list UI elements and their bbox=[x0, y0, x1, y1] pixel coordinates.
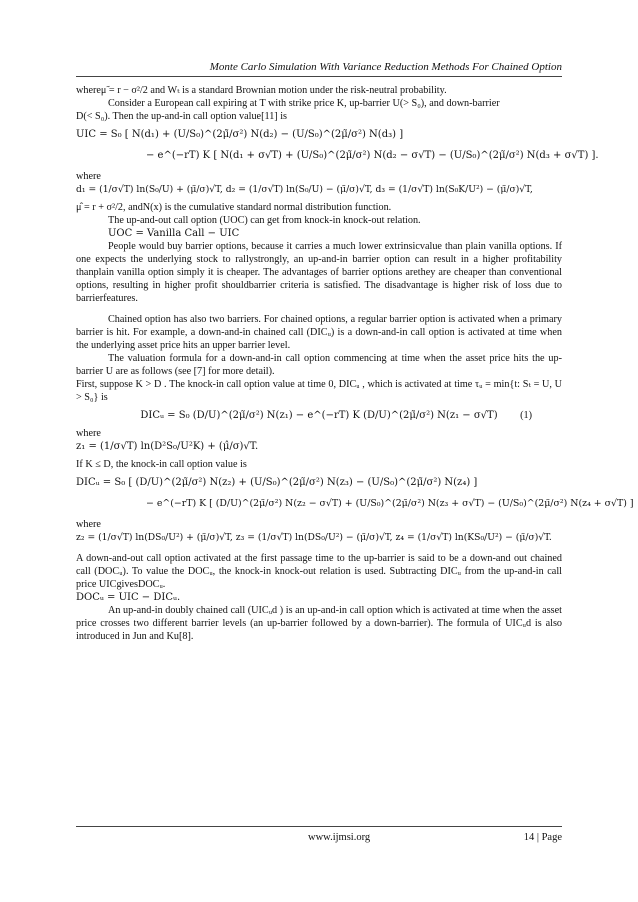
equation-number: (1) bbox=[520, 410, 532, 421]
equation-d-terms: d₁ = (1/σ√T) ln(S₀/U) + (μ̃/σ)√T, d₂ = (1/σ√T) ln(S₀/U) − (μ̃/σ)√T, d₃ = (1/σ√T) ln(S₀K/U²) − (μ̃/σ)√T, bbox=[76, 184, 533, 195]
running-header: Monte Carlo Simulation With Variance Reduction Methods For Chained Option bbox=[209, 61, 562, 73]
paragraph: First, suppose K > D . The knock-in call option value at time 0, DICᵤ , which is activated at time τᵤ = min{t: Sₜ = U, U > S₀} is bbox=[76, 379, 562, 403]
text-line: D(< S₀). Then the up-and-in call option value[11] is bbox=[76, 111, 288, 122]
paragraph: The valuation formula for a down-and-in call option commencing at time when the asset price hits the up-barrier U are as follows (see [7] for more detail). bbox=[76, 353, 562, 377]
equation-uic-cont: − e^(−rT) K [ N(d₁ + σ√T) + (U/S₀)^(2μ̃/σ²) N(d₂ − σ√T) − (U/S₀)^(2μ̃/σ²) N(d₃ + σ√T) ]. bbox=[146, 150, 599, 161]
equation-uoc: UOC = Vanilla Call − UIC bbox=[108, 228, 240, 239]
text-line: where bbox=[76, 428, 101, 439]
equation-dic-case2: DICᵤ = S₀ [ (D/U)^(2μ̃/σ²) N(z₂) + (U/S₀)^(2μ̃/σ²) N(z₃) − (U/S₀)^(2μ̃/σ²) N(z₄) ] bbox=[76, 477, 478, 488]
page-number: 14 | Page bbox=[523, 832, 562, 843]
equation-uic: UIC = S₀ [ N(d₁) + (U/S₀)^(2μ̃/σ²) N(d₂) − (U/S₀)^(2μ̃/σ²) N(d₃) ] bbox=[76, 129, 404, 140]
text-line: μ̂ = r + σ²/2, andN(x) is the cumulative standard normal distribution function. bbox=[76, 202, 392, 213]
main-content bbox=[76, 84, 634, 643]
paragraph: Chained option has also two barriers. For chained options, a regular barrier option is activated when a primary barrier is hit. For example, a down-and-in chained call (DICᵤ) is a down-and-in call option is activated at time when the underlying asset price hits an upper barrier level. bbox=[76, 314, 562, 351]
equation-z-terms: z₂ = (1/σ√T) ln(DS₀/U²) + (μ̃/σ)√T, z₃ = (1/σ√T) ln(DS₀/U²) − (μ̃/σ)√T, z₄ = (1/σ√T) ln(KS₀/U²) − (μ̃/σ)√T. bbox=[76, 532, 552, 543]
paragraph: A down-and-out call option activated at the first passage time to the up-barrier is said to be a down-and out chained call (DOCᵤ). To value the DOCᵤ, the knock-in knock-out relation is used. Subtracting DICᵤ from the up-and-in call price UICgivesDOCᵤ. bbox=[76, 553, 562, 590]
text-line: The up-and-out call option (UOC) can get from knock-in knock-out relation. bbox=[108, 215, 421, 226]
text-line: whereμ̃ = r − σ²/2 and Wₜ is a standard Brownian motion under the risk-neutral probability. bbox=[76, 85, 447, 96]
equation-doc: DOCᵤ = UIC − DICᵤ. bbox=[76, 592, 181, 603]
equation-dic-case2-cont: − e^(−rT) K [ (D/U)^(2μ̃/σ²) N(z₂ − σ√T) + (U/S₀)^(2μ̃/σ²) N(z₃ + σ√T) − (U/S₀)^(2μ̃/σ²) N(z₄ + σ√T) ] bbox=[146, 498, 634, 509]
paragraph: An up-and-in doubly chained call (UICᵤd ) is an up-and-in call option which is activated at time when the asset price crosses two different barrier levels (an up-barrier followed by a down-barrier). The formula of UICᵤd is also introduced in Jun and Ku[8]. bbox=[76, 605, 562, 642]
text-line: Consider a European call expiring at T with strike price K, up-barrier U(> S₀), and down-barrier bbox=[108, 98, 500, 109]
text-line: where bbox=[76, 519, 101, 530]
text-line: If K ≤ D, the knock-in call option value is bbox=[76, 459, 247, 470]
text-line: where bbox=[76, 171, 101, 182]
equation-dic: DICᵤ = S₀ (D/U)^(2μ̃/σ²) N(z₁) − e^(−rT) K (D/U)^(2μ̃/σ²) N(z₁ − σ√T) bbox=[140, 410, 498, 421]
equation-z1: z₁ = (1/σ√T) ln(D²S₀/U²K) + (μ̂/σ)√T. bbox=[76, 441, 259, 452]
header-rule bbox=[76, 76, 562, 77]
paragraph: People would buy barrier options, because it carries a much lower extrinsicvalue than plain vanilla options. If one expects the underlying stock to rallystrongly, an up-and-in barrier option can result in a higher profitability thanplain vanilla option simply it is cheaper. The advantages of barrier options arethey are cheaper than conventional options, resulting in higher profit shouldbarrier criteria is satisfied. The disadvantage is higher risk of loss due to barrierfeatures. bbox=[76, 241, 562, 304]
journal-url: www.ijmsi.org bbox=[308, 832, 371, 843]
equation-1 bbox=[76, 409, 562, 422]
footer-rule bbox=[76, 826, 562, 827]
